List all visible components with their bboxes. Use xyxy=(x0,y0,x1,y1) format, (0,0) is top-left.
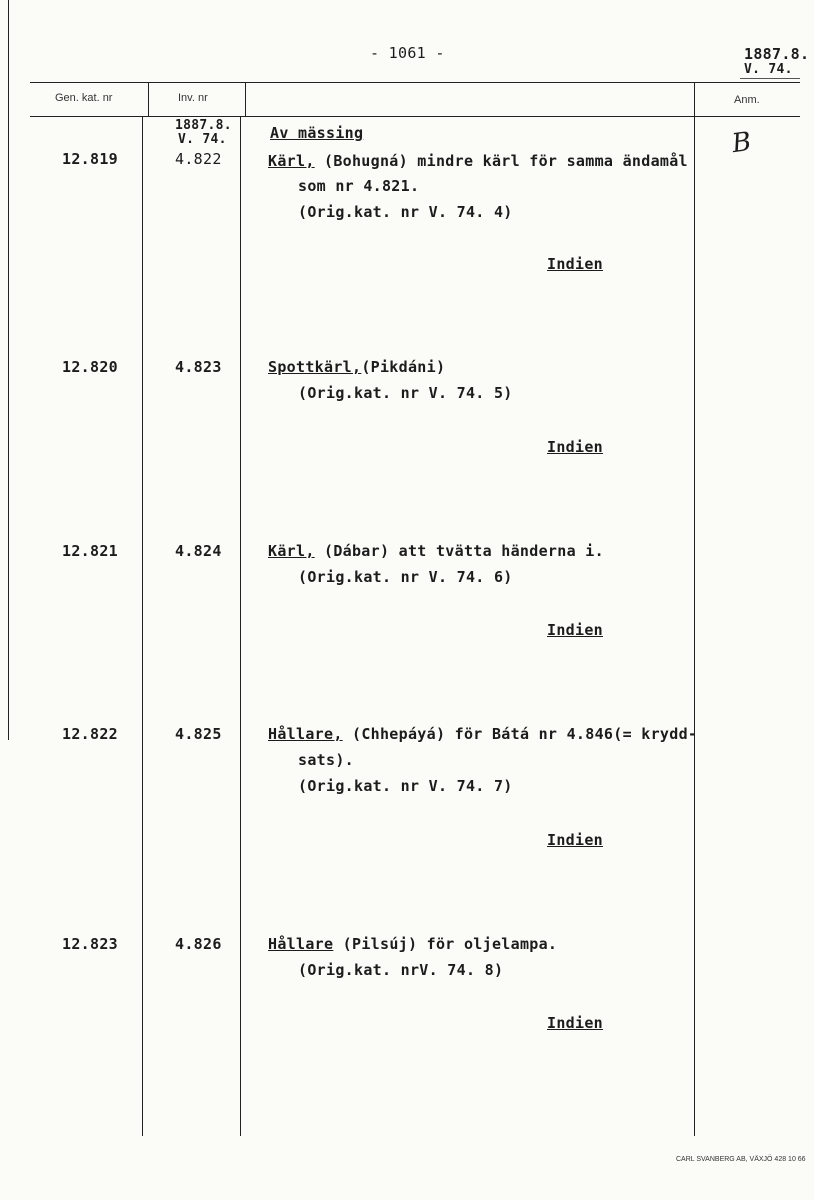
group-heading: Av mässing xyxy=(270,124,364,142)
column-divider-1-body xyxy=(142,116,143,1136)
entry-inv-number: 4.826 xyxy=(175,935,222,953)
entry-description-text: (Pikdáni) xyxy=(361,358,446,376)
top-right-ref-line1: 1887.8. xyxy=(744,45,810,63)
left-margin-rule xyxy=(8,0,9,740)
entry-description-line1 xyxy=(268,725,697,743)
entry-description-line1 xyxy=(268,152,688,170)
anm-handwritten-mark: B xyxy=(730,126,754,160)
group-inv-ref-line1: 1887.8. xyxy=(175,118,232,133)
entry-inv-number: 4.822 xyxy=(175,150,222,168)
header-top-rule xyxy=(30,82,800,83)
entry-description-text: (Pilsúj) för oljelampa. xyxy=(333,935,558,953)
printer-imprint: CARL SVANBERG AB, VÄXJÖ 428 10 66 xyxy=(676,1156,806,1163)
entry-place: Indien xyxy=(547,621,603,639)
entry-gen-number: 12.823 xyxy=(62,935,118,953)
entry-gen-number: 12.821 xyxy=(62,542,118,560)
entry-orig-ref: (Orig.kat. nr V. 74. 7) xyxy=(298,777,513,795)
entry-place: Indien xyxy=(547,1014,603,1032)
column-divider-2-body xyxy=(240,116,241,1136)
entry-description-text: (Bohugná) mindre kärl för samma ändamål xyxy=(314,152,688,170)
entry-description-line1 xyxy=(268,358,445,376)
entry-description-text: (Dábar) att tvätta händerna i. xyxy=(314,542,604,560)
page-number: - 1061 - xyxy=(370,44,445,62)
entry-inv-number: 4.825 xyxy=(175,725,222,743)
entry-orig-ref: (Orig.kat. nrV. 74. 8) xyxy=(298,961,504,979)
column-divider-3 xyxy=(694,82,695,1136)
entry-gen-number: 12.822 xyxy=(62,725,118,743)
entry-title: Kärl, xyxy=(268,542,315,560)
entry-description-line1 xyxy=(268,542,604,560)
column-header-inv: Inv. nr xyxy=(178,92,208,104)
column-header-anm: Anm. xyxy=(734,94,760,106)
column-header-gen: Gen. kat. nr xyxy=(55,92,113,104)
entry-orig-ref: (Orig.kat. nr V. 74. 6) xyxy=(298,568,513,586)
entry-description-text: (Chhepáyá) för Bátá nr 4.846(= krydd- xyxy=(342,725,698,743)
entry-place: Indien xyxy=(547,831,603,849)
entry-title: Hållare xyxy=(268,935,334,953)
entry-place: Indien xyxy=(547,255,603,273)
entry-title: Hållare, xyxy=(268,725,343,743)
entry-description-line2: sats). xyxy=(298,751,354,769)
entry-place: Indien xyxy=(547,438,603,456)
entry-gen-number: 12.819 xyxy=(62,150,118,168)
column-divider-2 xyxy=(245,82,246,116)
entry-inv-number: 4.823 xyxy=(175,358,222,376)
entry-orig-ref: (Orig.kat. nr V. 74. 4) xyxy=(298,203,513,221)
entry-title: Kärl, xyxy=(268,152,315,170)
entry-orig-ref: (Orig.kat. nr V. 74. 5) xyxy=(298,384,513,402)
column-divider-1 xyxy=(148,82,149,116)
entry-title: Spottkärl, xyxy=(268,358,362,376)
entry-description-line2: som nr 4.821. xyxy=(298,177,420,195)
entry-inv-number: 4.824 xyxy=(175,542,222,560)
top-right-ref-line2: V. 74. xyxy=(744,62,793,77)
entry-description-line1 xyxy=(268,935,557,953)
group-inv-ref-line2: V. 74. xyxy=(178,132,227,147)
top-right-underline xyxy=(740,78,800,79)
entry-gen-number: 12.820 xyxy=(62,358,118,376)
header-bottom-rule xyxy=(30,116,800,117)
